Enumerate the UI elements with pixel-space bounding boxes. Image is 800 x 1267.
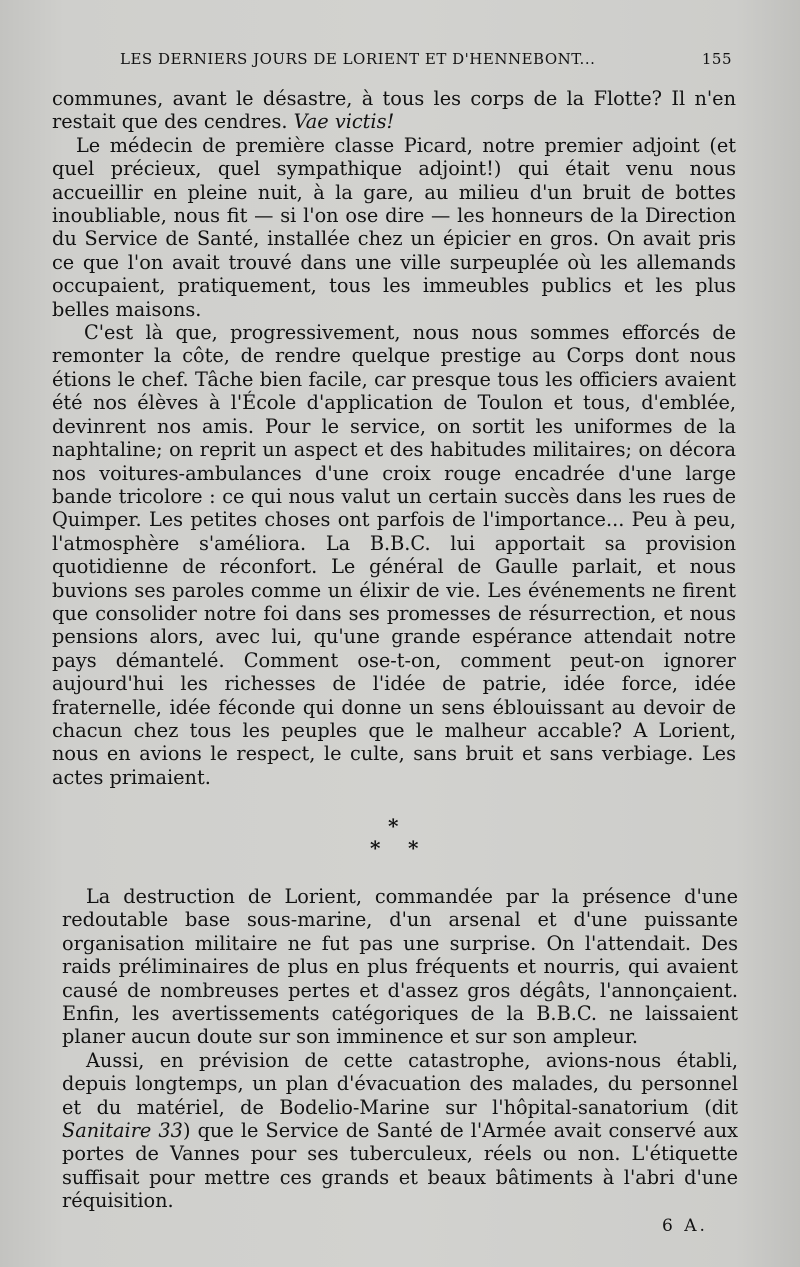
paragraph-3: C'est là que, progressivement, nous nous sommes efforcés de remonter la côte, de rendre quelque prestige au Corps dont nous étions le chef. Tâche bien facile, car presque tous les officiers avaient été nos élèves à l'École d'application de Toulon et tous, d'emblée, devinrent nos amis. Pour le service, on sortit les uniformes de la naphtaline; on reprit un aspect et des habitudes militaires; on décora nos voitures-ambulances d'une croix rouge encadrée d'une large bande tricolore : ce qui nous valut un certain succès dans les rues de Quimper. Les petites choses ont parfois de l'importance... Peu à peu, l'atmosphère s'améliora. La B.B.C. lui apportait sa provision quotidienne de réconfort. Le général de Gaulle parlait, et nous buvions ses paroles comme un élixir de vie. Les événements ne firent que consolider notre foi dans ses promesses de résurrection, et nous pensions alors, avec lui, qu'une grande espérance attendait notre pays démantelé. Comment ose-t-on, comment peut-on ignorer aujourd'hui les richesses de l'idée de patrie, idée force, idée fraternelle, idée féconde qui donne un sens éblouissant au devoir de chacun chez tous les peuples que le malheur accable? A Lorient, nous en avions le respect, le culte, sans bruit et sans verbiage. Les actes primaient. [52, 321, 736, 789]
paragraph-5-italic: Sanitaire 33 [62, 1119, 183, 1143]
paragraph-5-text-b: ) que le Service de Santé de l'Armée avait conservé aux portes de Vannes pour ses tuberculeux, réels ou non. L'étiquette suffisait pour mettre ces grands et beaux bâtiments à l'abri d'une réquisition. [62, 1119, 738, 1213]
paragraph-1-italic: Vae victis! [293, 110, 395, 134]
paragraph-5 [62, 1049, 738, 1213]
paragraph-1-text: communes, avant le désastre, à tous les corps de la Flotte? Il n'en restait que des cendres. [52, 87, 736, 134]
signature-mark: 6 A. [662, 1216, 708, 1236]
page-number: 155 [701, 50, 732, 68]
running-title: LES DERNIERS JOURS DE LORIENT ET D'HENNEBONT... [120, 50, 596, 68]
paragraph-2: Le médecin de première classe Picard, notre premier adjoint (et quel précieux, quel sympathique adjoint!) qui était venu nous accueillir en pleine nuit, à la gare, au milieu d'un bruit de bottes inoubliable, nous fit — si l'on ose dire — les honneurs de la Direction du Service de Santé, installée chez un épicier en gros. On avait pris ce que l'on avait trouvé dans une ville surpeuplée où les allemands occupaient, pratiquement, tous les immeubles publics et les plus belles maisons. [52, 133, 736, 321]
separator-star: * [370, 836, 381, 860]
section-separator [360, 814, 430, 874]
paragraph-4: La destruction de Lorient, commandée par la présence d'une redoutable base sous-marine, d'un arsenal et d'une puissante organisation militaire ne fut pas une surprise. On l'attendait. Des raids préliminaires de plus en plus fréquents et nourris, qui avaient causé de nombreuses pertes et d'assez gros dégâts, l'annonçaient. Enfin, les avertissements catégoriques de la B.B.C. ne laissaient planer aucun doute sur son imminence et sur son ampleur. [62, 885, 738, 1049]
second-text-block [62, 885, 738, 1213]
separator-star: * [388, 814, 399, 838]
paragraph-1 [52, 87, 736, 134]
separator-star: * [408, 836, 419, 860]
main-text-block [52, 87, 736, 789]
paragraph-5-text-a: Aussi, en prévision de cette catastrophe, avions-nous établi, depuis longtemps, un plan d'évacuation des malades, du personnel et du matériel, de Bodelio-Marine sur l'hôpital-sanatorium (dit [62, 1048, 738, 1119]
